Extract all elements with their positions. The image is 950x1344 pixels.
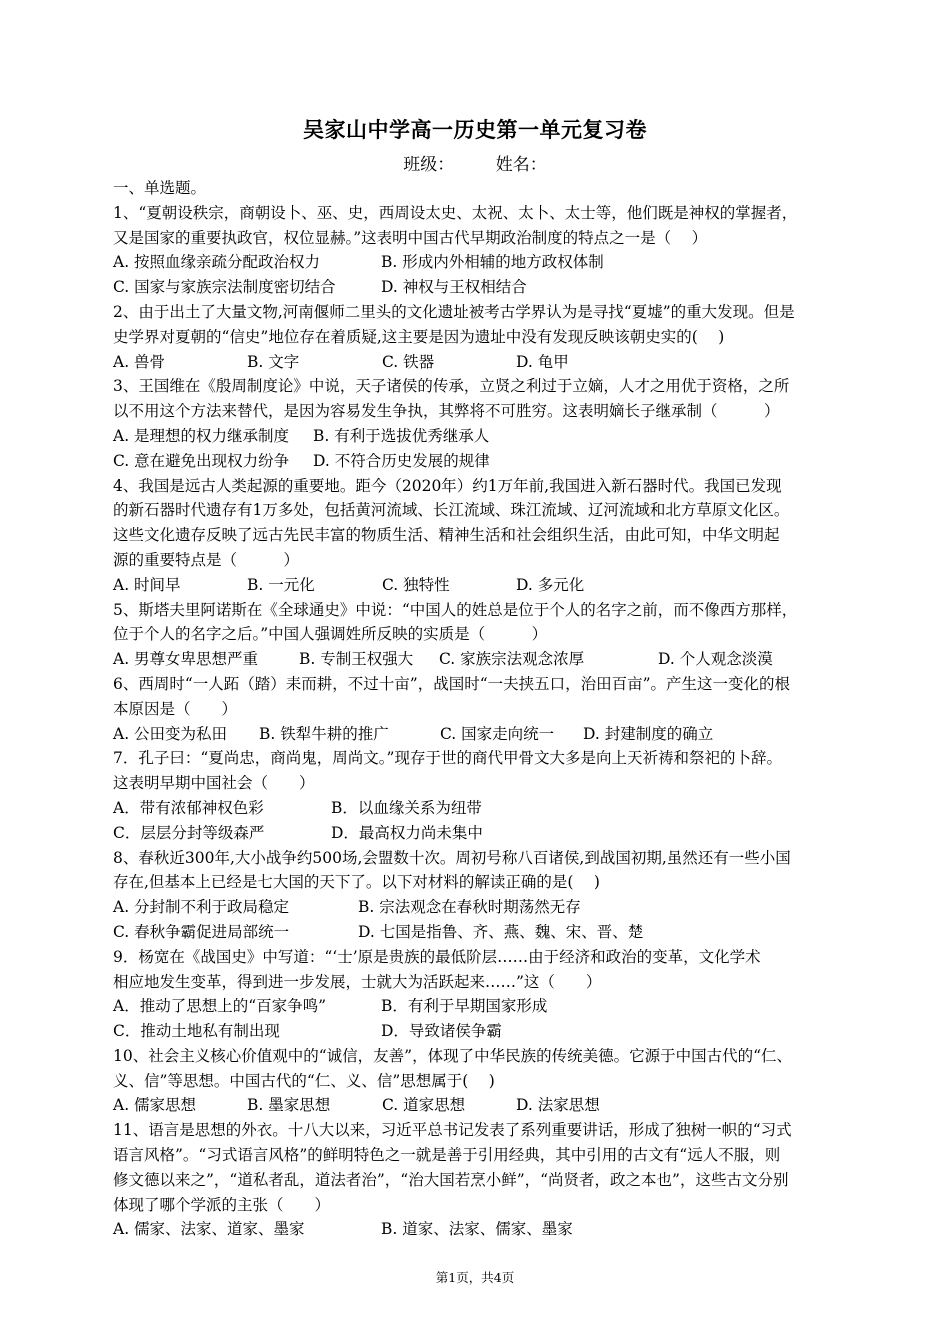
answer-option[interactable]: B. 一元化 — [247, 575, 315, 594]
class-label: 班级： — [403, 155, 455, 175]
option-row — [113, 1217, 850, 1242]
answer-option[interactable]: A. 儒家思想 — [113, 1096, 197, 1115]
answer-option[interactable]: D. 个人观念淡漠 — [658, 650, 773, 669]
answer-option[interactable]: B. 墨家思想 — [247, 1096, 331, 1115]
question-stem-line: 11、语言是思想的外衣。十八大以来，习近平总书记发表了系列重要讲话，形成了独树一帜的“习式 — [113, 1121, 792, 1140]
question-stem-line: 修文德以来之”，“道私者乱，道法者治”，“治大国若烹小鲜”，“尚贤者，政之本也”，这些古文分别 — [113, 1170, 789, 1189]
page-title: 吴家山中学高一历史第一单元复习卷 — [303, 117, 647, 142]
answer-option[interactable]: B. 文字 — [247, 352, 300, 371]
answer-option[interactable]: B. 形成内外相辅的地方政权体制 — [381, 253, 604, 272]
question — [113, 672, 850, 746]
question — [113, 1118, 850, 1242]
question-stem-line: 源的重要特点是（ ） — [113, 550, 300, 569]
question — [113, 300, 850, 374]
option-row — [113, 1093, 850, 1118]
answer-option[interactable]: B．有利于早期国家形成 — [381, 997, 548, 1016]
question-stem-line: 9．杨宽在《战国史》中写道：“‘士’原是贵族的最低阶层……由于经济和政治的变革，文化学术 — [113, 947, 761, 966]
question-stem-line: 7．孔子曰：“夏尚忠，商尚鬼，周尚文。”现存于世的商代甲骨文大多是向上天祈祷和祭祀的卜辞。 — [113, 749, 782, 768]
question-stem-line: 本原因是（ ） — [113, 699, 238, 718]
page-footer: 第1页，共4页 — [435, 1270, 515, 1285]
option-row — [113, 250, 850, 275]
answer-option[interactable]: B. 专制王权强大 — [299, 650, 414, 669]
answer-option[interactable]: A. 男尊女卑思想严重 — [113, 650, 259, 669]
answer-option[interactable]: A．带有浓郁神权色彩 — [113, 798, 264, 817]
answer-option[interactable]: D. 神权与王权相结合 — [381, 278, 527, 297]
option-row — [113, 722, 850, 747]
answer-option[interactable]: B. 道家、法家、儒家、墨家 — [381, 1220, 573, 1239]
section-heading: 一、单选题。 — [113, 179, 207, 197]
option-row — [113, 449, 850, 474]
answer-option[interactable]: D．最高权力尚未集中 — [331, 823, 483, 842]
question — [113, 945, 850, 1044]
question — [113, 1044, 850, 1118]
answer-option[interactable]: C. 道家思想 — [382, 1096, 466, 1115]
question-stem-line: 相应地发生变革，得到进一步发展，士就大为活跃起来……”这（ ） — [113, 972, 602, 991]
answer-option[interactable]: C．层层分封等级森严 — [113, 823, 265, 842]
option-row — [113, 920, 850, 945]
option-row — [113, 796, 850, 821]
option-row — [113, 424, 850, 449]
answer-option[interactable]: A. 公田变为私田 — [113, 724, 228, 743]
answer-option[interactable]: C．推动土地私有制出现 — [113, 1022, 280, 1041]
question-list — [113, 176, 850, 1242]
question-stem-line: 存在,但基本上已经是七大国的天下了。以下对材料的解读正确的是( ) — [113, 873, 600, 892]
answer-option[interactable]: D. 七国是指鲁、齐、燕、魏、宋、晋、楚 — [358, 922, 644, 941]
answer-option[interactable]: A. 是理想的权力继承制度 — [113, 426, 290, 445]
answer-option[interactable]: B. 宗法观念在春秋时期荡然无存 — [358, 898, 581, 917]
answer-option[interactable]: A. 按照血缘亲疏分配政治权力 — [113, 253, 321, 272]
answer-option[interactable]: B. 有利于选拔优秀继承人 — [313, 426, 490, 445]
question-stem-line: 6、西周时“一人跖（踏）耒而耕，不过十亩”，战国时“一夫挟五口，治田百亩”。产生这一变化的根 — [113, 674, 791, 693]
question-stem-line: 3、王国维在《殷周制度论》中说，天子诸侯的传承，立贤之利过于立嫡，人才之用优于资格，之所 — [113, 377, 790, 396]
option-row — [113, 647, 850, 672]
option-row — [113, 573, 850, 598]
question — [113, 598, 850, 672]
answer-option[interactable]: A. 时间早 — [113, 575, 181, 594]
answer-option[interactable]: D．导致诸侯争霸 — [381, 1022, 502, 1041]
option-row — [113, 994, 850, 1019]
question-stem-line: 4、我国是远古人类起源的重要地。距今（2020年）约1万年前,我国进入新石器时代。我国已发现 — [113, 476, 782, 495]
answer-option[interactable]: B. 铁犁牛耕的推广 — [259, 724, 389, 743]
questions-container — [113, 201, 850, 1242]
answer-option[interactable]: C. 铁器 — [382, 352, 435, 371]
question-stem-line: 的新石器时代遗存有1万多处，包括黄河流域、长江流域、珠江流域、辽河流域和北方草原文化区。 — [113, 501, 790, 520]
answer-option[interactable]: A．推动了思想上的“百家争鸣” — [113, 997, 327, 1016]
question — [113, 846, 850, 945]
answer-option[interactable]: C. 意在避免出现权力纷争 — [113, 451, 290, 470]
answer-option[interactable]: A. 分封制不利于政局稳定 — [113, 898, 290, 917]
question — [113, 201, 850, 300]
answer-option[interactable]: D. 封建制度的确立 — [583, 724, 714, 743]
question-stem-line: 位于个人的名字之后。”中国人强调姓所反映的实质是（ ） — [113, 625, 548, 644]
question-stem-line: 1、“夏朝设秩宗，商朝设卜、巫、史，西周设太史、太祝、太卜、太士等，他们既是神权的掌握者， — [113, 203, 798, 222]
question-stem-line: 这表明早期中国社会（ ） — [113, 774, 315, 793]
answer-option[interactable]: D. 不符合历史发展的规律 — [313, 451, 490, 470]
option-row — [113, 275, 850, 300]
question-stem-line: 史学界对夏朝的“信史”地位存在着质疑,这主要是因为遗址中没有发现反映该朝史实的( ) — [113, 327, 725, 346]
answer-option[interactable]: C. 国家与家族宗法制度密切结合 — [113, 278, 336, 297]
answer-option[interactable]: C. 春秋争霸促进局部统一 — [113, 922, 290, 941]
answer-option[interactable]: D. 多元化 — [516, 575, 585, 594]
answer-option[interactable]: C. 国家走向统一 — [440, 724, 555, 743]
question-stem-line: 体现了哪个学派的主张（ ） — [113, 1195, 331, 1214]
answer-option[interactable]: A. 兽骨 — [113, 352, 166, 371]
question-stem-line: 这些文化遗存反映了远古先民丰富的物质生活、精神生活和社会组织生活，由此可知，中华文明起 — [113, 526, 780, 545]
question — [113, 474, 850, 598]
answer-option[interactable]: D. 法家思想 — [516, 1096, 600, 1115]
question-stem-line: 8、春秋近300年,大小战争约500场,会盟数十次。周初号称八百诸侯,到战国初期,虽然还有一些小国 — [113, 848, 791, 867]
option-row — [113, 1019, 850, 1044]
question-stem-line: 5、斯塔夫里阿诺斯在《全球通史》中说：“中国人的姓总是位于个人的名字之前，而不像西方那样， — [113, 600, 798, 619]
question — [113, 374, 850, 473]
name-label: 姓名： — [495, 155, 547, 175]
question-stem-line: 10、社会主义核心价值观中的“诚信，友善”，体现了中华民族的传统美德。它源于中国古代的“仁、 — [113, 1046, 792, 1065]
question-stem-line: 语言风格”。“习式语言风格”的鲜明特色之一就是善于引用经典，其中引用的古文有“远人不服，则 — [113, 1146, 781, 1165]
option-row — [113, 350, 850, 375]
question-stem-line: 以不用这个方法来替代，是因为容易发生争执，其弊将不可胜穷。这表明嫡长子继承制（ ） — [113, 402, 780, 421]
question-stem-line: 又是国家的重要执政官，权位显赫。”这表明中国古代早期政治制度的特点之一是（ ） — [113, 228, 708, 247]
answer-option[interactable]: C. 独特性 — [382, 575, 450, 594]
question-stem-line: 2、由于出土了大量文物,河南偃师二里头的文化遗址被考古学界认为是寻找“夏墟”的重大发现。但是 — [113, 302, 795, 321]
option-row — [113, 895, 850, 920]
question-stem-line: 义、信”等思想。中国古代的“仁、义、信”思想属于( ) — [113, 1071, 495, 1090]
answer-option[interactable]: B．以血缘关系为纽带 — [331, 798, 482, 817]
question — [113, 746, 850, 845]
answer-option[interactable]: C. 家族宗法观念浓厚 — [439, 650, 585, 669]
student-info — [0, 150, 950, 175]
answer-option[interactable]: A. 儒家、法家、道家、墨家 — [113, 1220, 305, 1239]
option-row — [113, 821, 850, 846]
answer-option[interactable]: D. 龟甲 — [516, 352, 569, 371]
